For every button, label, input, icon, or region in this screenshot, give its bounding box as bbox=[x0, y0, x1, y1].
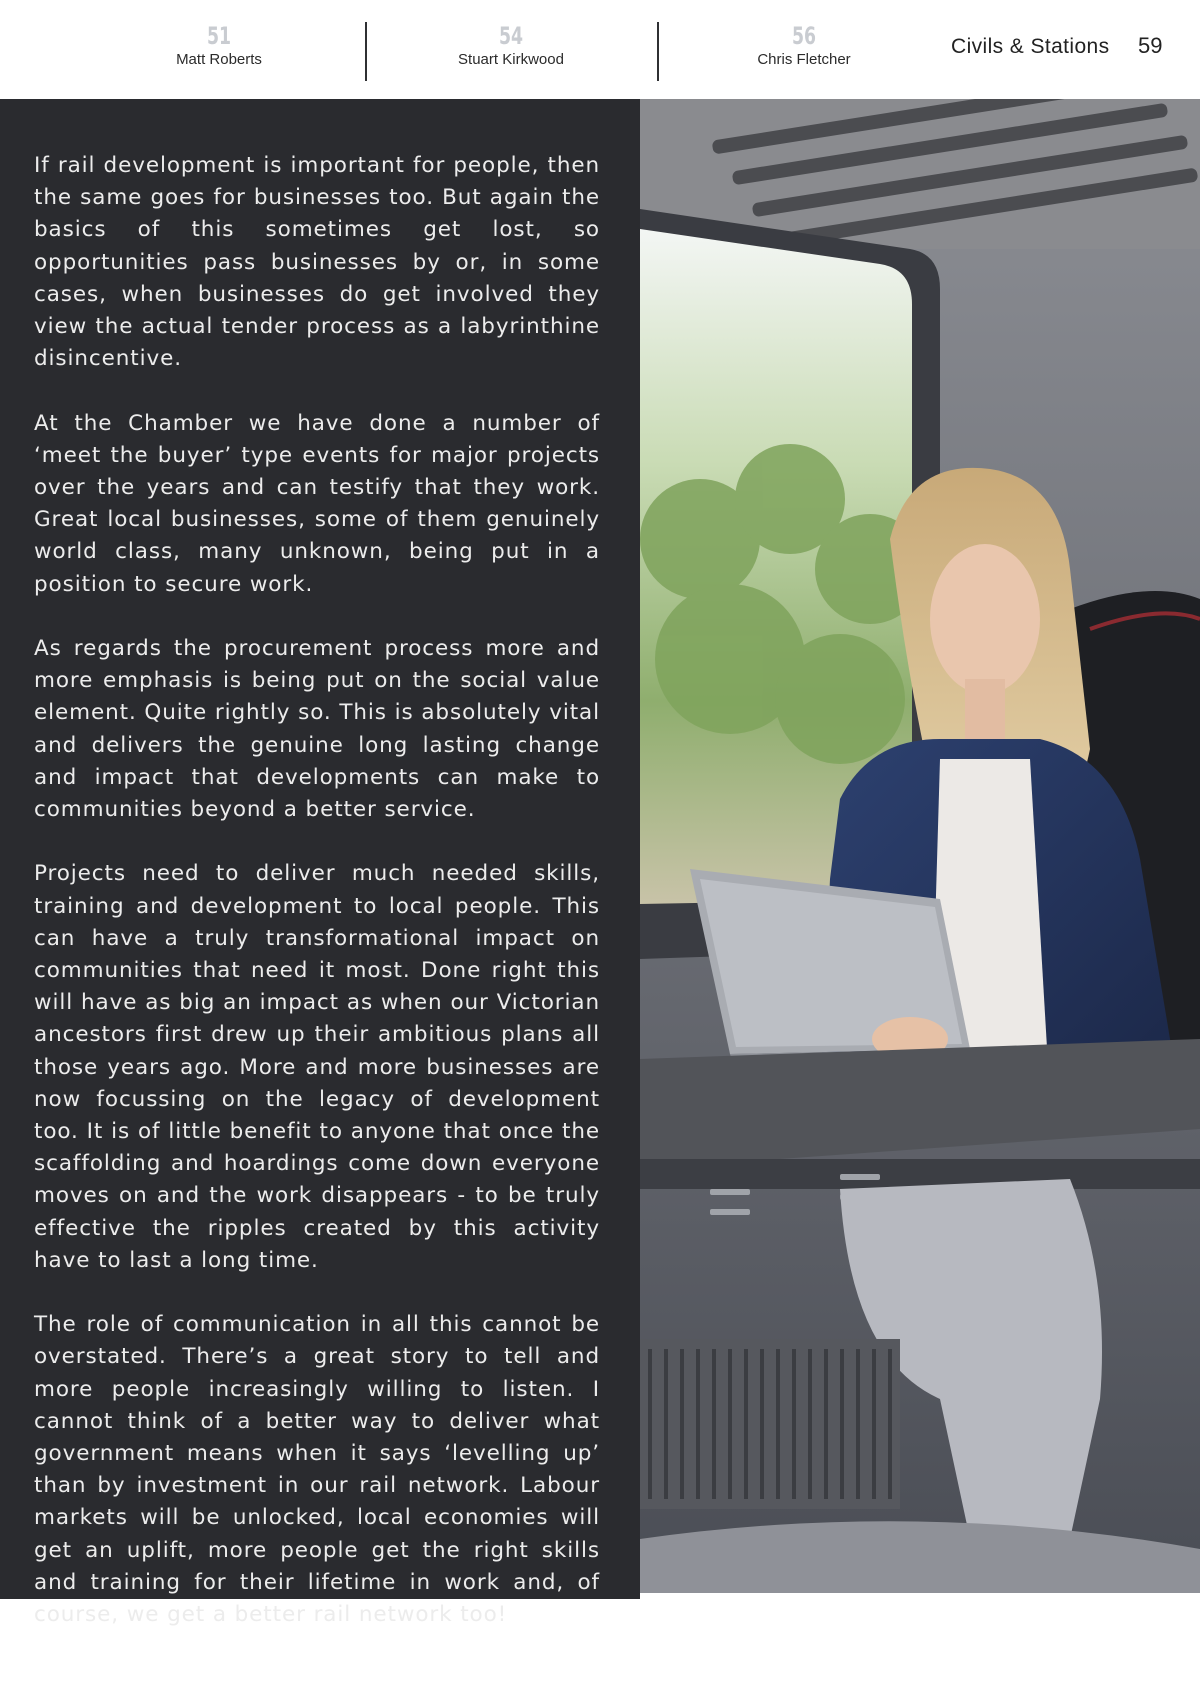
toc-author-name: Stuart Kirkwood bbox=[458, 51, 564, 68]
page-number: 59 bbox=[1138, 33, 1163, 58]
article-paragraph: The role of communication in all this cannot be overstated. There’s a great story to tell and more people increasingly willing to listen. I cannot think of a better way to deliver what government means when it says ‘levelling up’ than by investment in our rail network. Labour markets will be unlocked, local economies will get an uplift, more people get the right skills and training for their lifetime in work and, of course, we get a better rail network too! bbox=[34, 1312, 600, 1628]
article-paragraph: If rail development is important for people, then the same goes for businesses too. But again the basics of this sometimes get lost, so opportunities pass businesses by or, in some cases, when businesses do get involved they view the actual tender process as a labyrinthine disincentive. bbox=[34, 153, 600, 372]
toc-entry-matt-roberts[interactable] bbox=[94, 22, 344, 69]
toc-page-number: 56 bbox=[791, 22, 817, 50]
toc-entry-stuart-kirkwood[interactable] bbox=[386, 22, 636, 69]
article-paragraph: At the Chamber we have done a number of ‘meet the buyer’ type events for major projects over the years and can testify that they work. Great local businesses, some of them genuinely world class, many unknown, being put in a position to secure work. bbox=[34, 410, 600, 597]
section-title: Civils & Stations bbox=[951, 35, 1110, 58]
train-photo bbox=[640, 99, 1200, 1593]
toc-author-name: Chris Fletcher bbox=[757, 51, 851, 68]
article-paragraph: As regards the procurement process more and more emphasis is being put on the social value element. Quite rightly so. This is absolutely vital and delivers the genuine long lasting change and impact that developments can make to communities beyond a better service. bbox=[34, 636, 600, 823]
toc-author-name: Matt Roberts bbox=[176, 51, 262, 68]
article-paragraph: Projects need to deliver much needed skills, training and development to local people. This can have a truly transformational impact on communities that need it most. Done right this will have as big an impact as when our Victorian ancestors first drew up their ambitious plans all those years ago. More and more businesses are now focussing on the legacy of development too. It is of little benefit to anyone that once the scaffolding and hoardings come down everyone moves on and the work disappears - to be truly effective the ripples created by this activity have to last a long time. bbox=[34, 861, 600, 1273]
toc-page-number: 51 bbox=[206, 22, 232, 50]
page-header bbox=[0, 0, 1200, 99]
toc-entry-chris-fletcher[interactable] bbox=[679, 22, 929, 69]
toc-divider bbox=[365, 22, 367, 81]
toc-page-number: 54 bbox=[498, 22, 524, 50]
toc-divider bbox=[657, 22, 659, 81]
article-body bbox=[34, 150, 600, 1663]
